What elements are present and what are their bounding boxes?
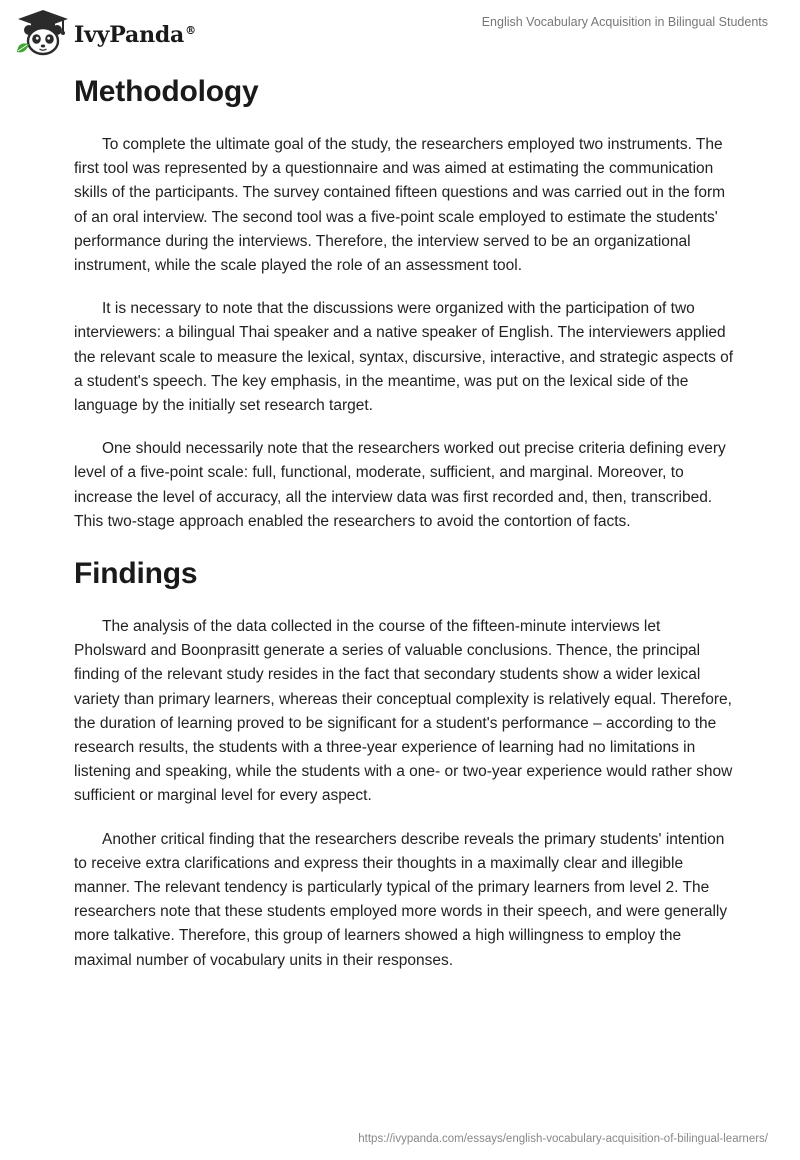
brand-wordmark: IvyPanda bbox=[74, 22, 185, 48]
paragraph: One should necessarily note that the researchers worked out precise criteria defining every level of a five-point scale: full, functional, moderate, sufficient, and marginal. Moreover, to increase the level of accuracy, all the interview data was first recorded and, then, transcribed. This two-stage approach enabled the researchers to avoid the contortion of facts. bbox=[74, 440, 726, 530]
essay-body bbox=[74, 72, 734, 973]
ivypanda-logo[interactable] bbox=[14, 8, 196, 58]
source-url-link[interactable]: https://ivypanda.com/essays/english-vocabulary-acquisition-of-bilingual-learners/ bbox=[358, 1133, 768, 1145]
brand-name bbox=[74, 22, 196, 48]
section-heading-findings: Findings bbox=[74, 557, 198, 591]
panda-graduate-icon bbox=[14, 8, 72, 58]
paragraph: Another critical finding that the researchers describe reveals the primary students' intention to receive extra clarifications and express their thoughts in a maximally clear and illegible manner. The relevant tendency is particularly typical of the primary learners from level 2. The researchers note that these students employed more words in their speech, and were generally more talkative. Therefore, this group of learners showed a high willingness to employ the maximal number of vocabulary units in their responses. bbox=[74, 830, 728, 969]
paragraph: The analysis of the data collected in the course of the fifteen-minute interviews let Pholsward and Boonprasitt generate a series of valuable conclusions. Thence, the principal finding of the relevant study resides in the fact that secondary students show a wider lexical variety than primary learners, whereas their conceptual complexity is relatively equal. Therefore, the duration of learning proved to be significant for a student's performance – according to the research results, the students with a three-year experience of learning had no limitations in listening and speaking, while the students with a one- or two-year experience would rather show sufficient or marginal level for every aspect. bbox=[74, 618, 733, 805]
document-title: English Vocabulary Acquisition in Bilingual Students bbox=[481, 15, 768, 29]
section-heading-methodology: Methodology bbox=[74, 75, 259, 108]
registered-mark: ® bbox=[185, 23, 196, 37]
page-header bbox=[0, 0, 800, 64]
paragraph: It is necessary to note that the discussions were organized with the participation of two interviewers: a bilingual Thai speaker and a native speaker of English. The interviewers applied the relevant scale to measure the lexical, syntax, discursive, interactive, and strategic aspects of a student's speech. The key emphasis, in the meantime, was put on the lexical side of the language by the initially set research target. bbox=[74, 300, 734, 415]
paragraph: To complete the ultimate goal of the study, the researchers employed two instruments. The first tool was represented by a questionnaire and was aimed at estimating the communication skills of the participants. The survey contained fifteen questions and was carried out in the form of an oral interview. The second tool was a five-point scale employed to estimate the students' performance during the interviews. Therefore, the interview served to be an organizational instrument, while the scale played the role of an assessment tool. bbox=[74, 136, 726, 275]
